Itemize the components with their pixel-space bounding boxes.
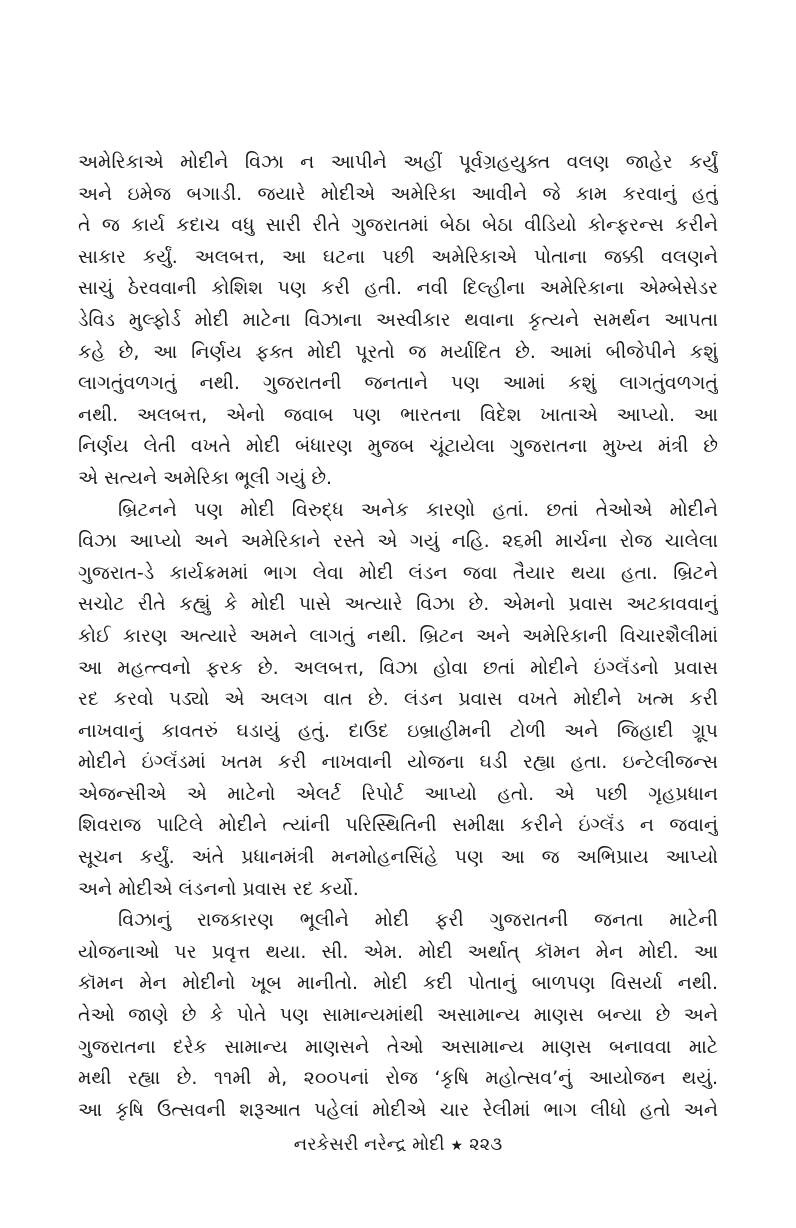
paragraph-2-line: મોદીને ઇંગ્લૅંડમાં ખતમ કરી નાખવાની યોજના ઘડી રહ્યા હતા. ઇન્ટેલીજન્સ	[78, 751, 718, 774]
paragraph-2-line: શિવરાજ પાટિલે મોદીને ત્યાંની પરિસ્થિતિની સમીક્ષા કરીને ઇંગ્લૅંડ ન જવાનું	[78, 814, 718, 837]
star-icon: ★	[450, 1138, 464, 1154]
paragraph-3-line: યોજનાઓ પર પ્રવૃત્ત થયા. સી. એમ. મોદી અર્થાત્ કૉમન મેન મોદી. આ	[78, 940, 718, 963]
paragraph-2-line: એજન્સીએ એ માટેનો એલર્ટ રિપોર્ટ આપ્યો હતો. એ પછી ગૃહપ્રધાન	[78, 782, 718, 805]
paragraph-3-line: મથી રહ્યા છે. ૧૧મી મે, ૨૦૦૫નાં રોજ ‘કૃષિ મહોત્સવ’નું આયોજન થયું.	[78, 1067, 718, 1090]
paragraph-3-line: વિઝાનું રાજકારણ ભૂલીને મોદી ફરી ગુજરાતની જનતા માટેની	[118, 909, 718, 932]
paragraph-2-line: અને મોદીએ લંડનનો પ્રવાસ રદ કર્યો.	[78, 877, 359, 900]
paragraph-1-line: તે જ કાર્ય કદાચ વધુ સારી રીતે ગુજરાતમાં બેઠા બેઠા વીડિયો કોન્ફરન્સ કરીને	[78, 214, 718, 237]
paragraph-2-line: કોઈ કારણ અત્યારે અમને લાગતું નથી. બ્રિટન અને અમેરિકાની વિચારશૈલીમાં	[78, 624, 718, 647]
paragraph-1-line: અમેરિકાએ મોદીને વિઝા ન આપીને અહીં પૂર્વગ્રહયુક્ત વલણ જાહેર કર્યું	[78, 151, 718, 173]
paragraph-1-line: ડેવિડ મુલ્ફોર્ડ મોદી માટેના વિઝાના અસ્વીકાર થવાના કૃત્યને સમર્થન આપતા	[78, 308, 718, 331]
paragraph-2-line: બ્રિટનને પણ મોદી વિરુદ્ધ અનેક કારણો હતાં. છતાં તેઓએ મોદીને	[118, 498, 718, 521]
paragraph-1-line: નિર્ણય લેતી વખતે મોદી બંધારણ મુજબ ચૂંટાયેલા ગુજરાતના મુખ્ય મંત્રી છે	[78, 435, 718, 458]
paragraph-3-line: ગુજરાતના દરેક સામાન્ય માણસને તેઓ અસામાન્ય માણસ બનાવવા માટે	[78, 1035, 718, 1058]
paragraph-1-line: કહે છે, આ નિર્ણય ફક્ત મોદી પૂરતો જ મર્યાદિત છે. આમાં બીજેપીને કશું	[78, 340, 718, 363]
paragraph-2-line: સૂચન કર્યું. અંતે પ્રધાનમંત્રી મનમોહનસિંહે પણ આ જ અભિપ્રાય આપ્યો	[78, 846, 718, 869]
paragraph-3-line: તેઓ જાણે છે કે પોતે પણ સામાન્યમાંથી અસામાન્ય માણસ બન્યા છે અને	[78, 1004, 718, 1027]
paragraph-1-line: લાગતુંવળગતું નથી. ગુજરાતની જનતાને પણ આમાં કશું લાગતુંવળગતું	[78, 372, 718, 395]
paragraph-1-line: સાચું ઠેરવવાની કોશિશ પણ કરી હતી. નવી દિલ્હીના અમેરિકાના એમ્બેસેડર	[78, 277, 718, 300]
paragraph-3-line: આ કૃષિ ઉત્સવની શરૂઆત પહેલાં મોદીએ ચાર રેલીમાં ભાગ લીધો હતો અને	[78, 1098, 718, 1121]
paragraph-2-line: વિઝા આપ્યો અને અમેરિકાને રસ્તે એ ગયું નહિ. ૨૬મી માર્ચના રોજ ચાલેલા	[78, 530, 718, 553]
paragraph-2-line: આ મહત્ત્વનો ફરક છે. અલબત્ત, વિઝા હોવા છતાં મોદીને ઇંગ્લૅંડનો પ્રવાસ	[78, 656, 718, 679]
page-number: ૨૨૩	[469, 1134, 503, 1155]
paragraph-2-line: નાખવાનું કાવતરું ઘડાયું હતું. દાઉદ ઇબ્રાહીમની ટોળી અને જિહાદી ગ્રૂપ	[78, 719, 718, 742]
paragraph-1-line: અને ઇમેજ બગાડી. જયારે મોદીએ અમેરિકા આવીને જે કામ કરવાનું હતું	[78, 182, 718, 205]
body-text	[78, 147, 718, 1126]
paragraph-2-line: ગુજરાત-ડે કાર્યક્રમમાં ભાગ લેવા મોદી લંડન જવા તૈયાર થયા હતા. બ્રિટને	[78, 561, 718, 584]
paragraph-1-line: એ સત્યને અમેરિકા ભૂલી ગયું છે.	[78, 466, 333, 489]
paragraph-2-line: સચોટ રીતે કહ્યું કે મોદી પાસે અત્યારે વિઝા છે. એમનો પ્રવાસ અટકાવવાનું	[78, 593, 718, 616]
page-footer	[0, 1132, 796, 1159]
paragraph-1-line: નથી. અલબત્ત, એનો જવાબ પણ ભારતના વિદેશ ખાતાએ આપ્યો. આ	[78, 403, 718, 426]
paragraph-2-line: રદ કરવો પડ્યો એ અલગ વાત છે. લંડન પ્રવાસ વખતે મોદીને ખત્મ કરી	[78, 688, 718, 711]
paragraph-3-line: કૉમન મેન મોદીનો ખૂબ માનીતો. મોદી કદી પોતાનું બાળપણ વિસર્યા નથી.	[78, 972, 718, 995]
book-title: નરકેસરી નરેન્દ્ર મોદી	[293, 1134, 445, 1155]
paragraph-1-line: સાકાર કર્યું. અલબત્ત, આ ઘટના પછી અમેરિકાએ પોતાના જક્કી વલણને	[78, 245, 718, 268]
